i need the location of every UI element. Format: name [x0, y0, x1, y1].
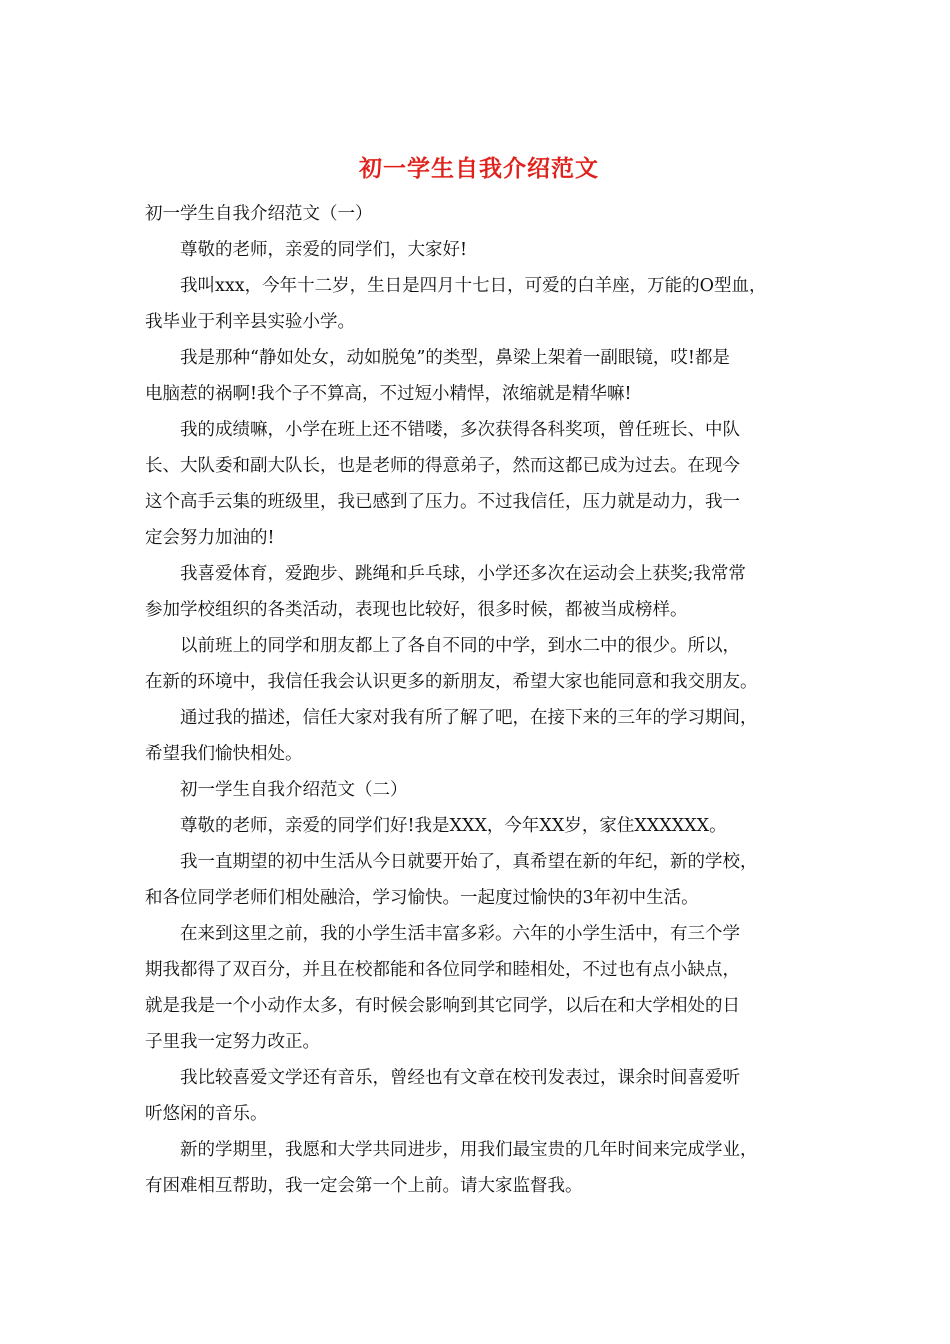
- text-line: 希望我们愉快相处。: [145, 744, 303, 764]
- text-line: 我毕业于利辛县实验小学。: [145, 312, 355, 332]
- text-line: 尊敬的老师，亲爱的同学们好!我是XXX，今年XX岁，家住XXXXXX。: [180, 816, 727, 836]
- paragraph: [145, 808, 813, 844]
- text-line: 长、大队委和副大队长，也是老师的得意弟子，然而这都已成为过去。在现今: [145, 456, 740, 476]
- text-line: 以前班上的同学和朋友都上了各自不同的中学，到水二中的很少。所以，: [180, 636, 740, 656]
- text-line: 有困难相互帮助，我一定会第一个上前。请大家监督我。: [145, 1176, 583, 1196]
- text-line: 通过我的描述，信任大家对我有所了解了吧，在接下来的三年的学习期间，: [180, 708, 758, 728]
- paragraph: [145, 628, 813, 700]
- paragraph: [145, 412, 813, 556]
- document-page: [145, 150, 813, 1204]
- text-line: 和各位同学老师们相处融洽，学习愉快。一起度过愉快的3年初中生活。: [145, 888, 699, 908]
- text-line: 我一直期望的初中生活从今日就要开始了，真希望在新的年纪，新的学校，: [180, 852, 758, 872]
- text-line: 就是我是一个小动作太多，有时候会影响到其它同学，以后在和大学相处的日: [145, 996, 740, 1016]
- text-line: 在来到这里之前，我的小学生活丰富多彩。六年的小学生活中，有三个学: [180, 924, 740, 944]
- paragraph: [145, 556, 813, 628]
- text-line: 我是那种“静如处女，动如脱兔”的类型，鼻梁上架着一副眼镜，哎!都是: [180, 348, 730, 368]
- text-line: 电脑惹的祸啊!我个子不算高，不过短小精悍，浓缩就是精华嘛!: [145, 384, 632, 404]
- paragraph: [145, 700, 813, 772]
- text-line: 我叫xxx，今年十二岁，生日是四月十七日，可爱的白羊座，万能的O型血，: [180, 276, 767, 296]
- text-line: 我比较喜爱文学还有音乐，曾经也有文章在校刊发表过，课余时间喜爱听: [180, 1068, 740, 1088]
- text-line: 新的学期里，我愿和大学共同进步，用我们最宝贵的几年时间来完成学业，: [180, 1140, 758, 1160]
- text-line: 尊敬的老师，亲爱的同学们，大家好!: [180, 240, 468, 260]
- text-line: 期我都得了双百分，并且在校都能和各位同学和睦相处，不过也有点小缺点，: [145, 960, 740, 980]
- text-line: 我的成绩嘛，小学在班上还不错喽，多次获得各科奖项，曾任班长、中队: [180, 420, 740, 440]
- paragraph: [145, 844, 813, 916]
- text-line: 定会努力加油的!: [145, 528, 275, 548]
- paragraph: [145, 268, 813, 340]
- text-line: 子里我一定努力改正。: [145, 1032, 320, 1052]
- paragraph: [145, 772, 813, 808]
- document-body: [145, 196, 813, 1204]
- text-line: 听悠闲的音乐。: [145, 1104, 268, 1124]
- text-line: 初一学生自我介绍范文（二）: [180, 780, 408, 800]
- section-heading: [145, 196, 813, 232]
- paragraph: [145, 1132, 813, 1204]
- paragraph: [145, 232, 813, 268]
- text-line: 这个高手云集的班级里，我已感到了压力。不过我信任，压力就是动力，我一: [145, 492, 740, 512]
- paragraph: [145, 1060, 813, 1132]
- paragraph: [145, 340, 813, 412]
- text-line: 初一学生自我介绍范文（一）: [145, 204, 373, 224]
- text-line: 在新的环境中，我信任我会认识更多的新朋友，希望大家也能同意和我交朋友。: [145, 672, 758, 692]
- text-line: 我喜爱体育，爱跑步、跳绳和乒乓球，小学还多次在运动会上获奖;我常常: [180, 564, 746, 584]
- paragraph: [145, 916, 813, 1060]
- document-title: 初一学生自我介绍范文: [359, 155, 599, 182]
- text-line: 参加学校组织的各类活动，表现也比较好，很多时候，都被当成榜样。: [145, 600, 688, 620]
